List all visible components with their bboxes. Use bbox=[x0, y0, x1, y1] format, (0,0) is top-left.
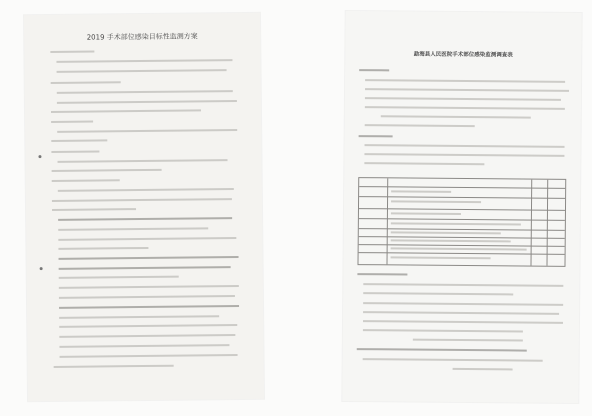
right-page-title: 勐海县人民医院手术部位感染监测调查表 bbox=[413, 51, 513, 59]
binding-hole bbox=[38, 155, 41, 158]
left-document-page bbox=[24, 13, 264, 401]
right-document-page bbox=[342, 11, 581, 403]
survey-form-header-fields bbox=[346, 11, 582, 13]
risk-assessment-table bbox=[357, 177, 566, 267]
left-page-title: 2019 手术部位感染目标性监测方案 bbox=[86, 32, 198, 42]
survey-form-lower-fields bbox=[346, 11, 582, 13]
binding-hole bbox=[40, 267, 43, 270]
left-page-body-text bbox=[24, 13, 260, 15]
